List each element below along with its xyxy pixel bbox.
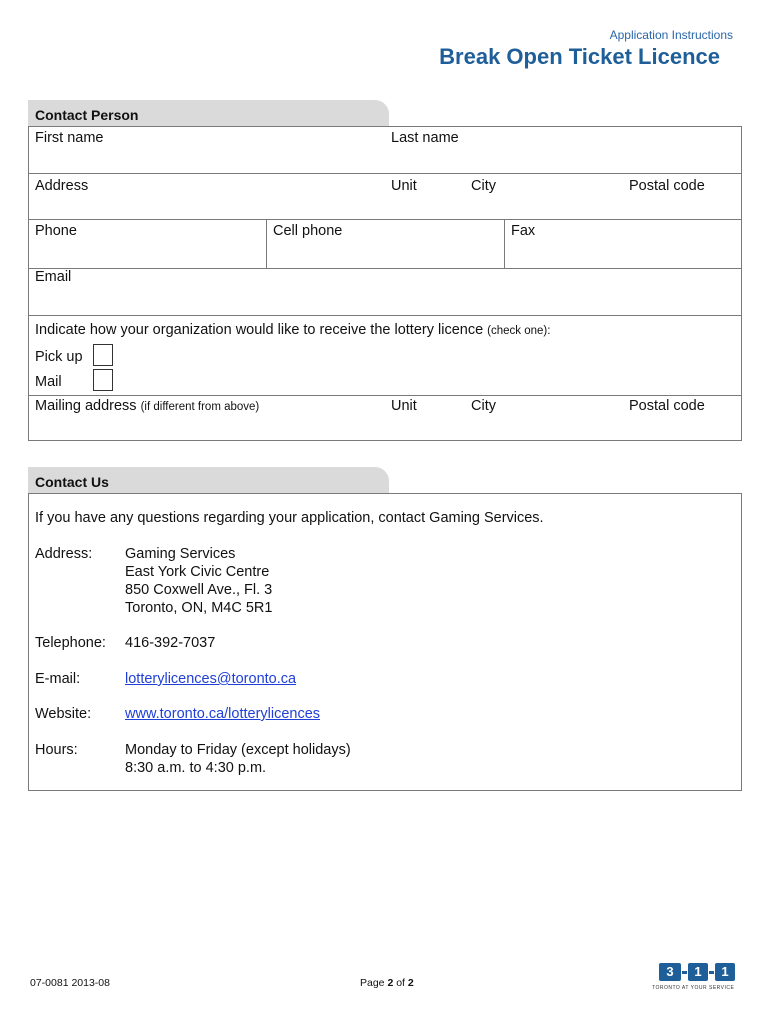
- hours-line: 8:30 a.m. to 4:30 p.m.: [125, 760, 267, 776]
- pick-up-checkbox[interactable]: [93, 344, 113, 366]
- website-label: Website:: [35, 706, 92, 722]
- mail-checkbox[interactable]: [93, 369, 113, 391]
- fax-field[interactable]: Fax: [511, 223, 536, 239]
- page-number: [360, 977, 414, 989]
- telephone-label: Telephone:: [35, 635, 106, 651]
- header-subtitle: Application Instructions: [609, 28, 733, 42]
- email-field[interactable]: Email: [35, 269, 72, 285]
- logo-tagline: TORONTO AT YOUR SERVICE: [652, 985, 735, 991]
- column-divider: [504, 219, 505, 268]
- cell-phone-field[interactable]: Cell phone: [273, 223, 343, 239]
- page-prefix: Page: [360, 977, 388, 989]
- address-line: 850 Coxwell Ave., Fl. 3: [125, 582, 273, 598]
- row-divider: [28, 395, 742, 396]
- mailing-city-field[interactable]: City: [471, 398, 496, 414]
- mailing-address-field[interactable]: [35, 398, 259, 414]
- receive-licence-question: [35, 322, 550, 338]
- address-field[interactable]: Address: [35, 178, 89, 194]
- hours-line: Monday to Friday (except holidays): [125, 742, 351, 758]
- page-title: Break Open Ticket Licence: [439, 44, 720, 69]
- unit-field[interactable]: Unit: [391, 178, 417, 194]
- if-different-note: (if different from above): [140, 401, 260, 413]
- address-label: Address:: [35, 546, 93, 562]
- page-total: 2: [407, 977, 414, 989]
- phone-field[interactable]: Phone: [35, 223, 77, 239]
- page-of: of: [393, 977, 408, 989]
- logo-connector: [682, 971, 687, 974]
- email-label: E-mail:: [35, 671, 81, 687]
- address-line: Gaming Services: [125, 546, 236, 562]
- row-divider: [28, 268, 742, 269]
- check-one-note: (check one):: [487, 325, 551, 337]
- address-block: [125, 545, 272, 617]
- 311-logo: [652, 961, 742, 1001]
- address-line: Toronto, ON, M4C 5R1: [125, 600, 273, 616]
- row-divider: [28, 315, 742, 316]
- website-link[interactable]: www.toronto.ca/lotterylicences: [125, 706, 321, 722]
- hours-block: [125, 741, 351, 777]
- mailing-postal-code-field[interactable]: Postal code: [629, 398, 705, 414]
- receive-question-text: Indicate how your organization would like to receive the lottery licence: [35, 322, 484, 338]
- column-divider: [266, 219, 267, 268]
- postal-code-field[interactable]: Postal code: [629, 178, 705, 194]
- page-current: 2: [387, 977, 394, 989]
- hours-label: Hours:: [35, 742, 78, 758]
- logo-connector: [709, 971, 714, 974]
- mailing-unit-field[interactable]: Unit: [391, 398, 417, 414]
- form-code: 07-0081 2013-08: [30, 977, 110, 989]
- logo-digit: 1: [688, 963, 708, 981]
- row-divider: [28, 219, 742, 220]
- mail-label: Mail: [35, 374, 62, 390]
- pick-up-label: Pick up: [35, 349, 83, 365]
- last-name-field[interactable]: Last name: [391, 130, 459, 146]
- address-line: East York Civic Centre: [125, 564, 270, 580]
- contact-person-tab: [28, 100, 389, 127]
- logo-digit: 1: [715, 963, 735, 981]
- logo-digit: 3: [659, 963, 681, 981]
- contact-us-heading: Contact Us: [35, 474, 109, 490]
- first-name-field[interactable]: First name: [35, 130, 104, 146]
- row-divider: [28, 173, 742, 174]
- telephone-value: 416-392-7037: [125, 635, 216, 651]
- contact-person-heading: Contact Person: [35, 107, 139, 123]
- city-field[interactable]: City: [471, 178, 496, 194]
- contact-intro: If you have any questions regarding your application, contact Gaming Services.: [35, 510, 544, 526]
- contact-us-tab: [28, 467, 389, 494]
- email-link[interactable]: lotterylicences@toronto.ca: [125, 671, 297, 687]
- mailing-address-label: Mailing address: [35, 398, 137, 414]
